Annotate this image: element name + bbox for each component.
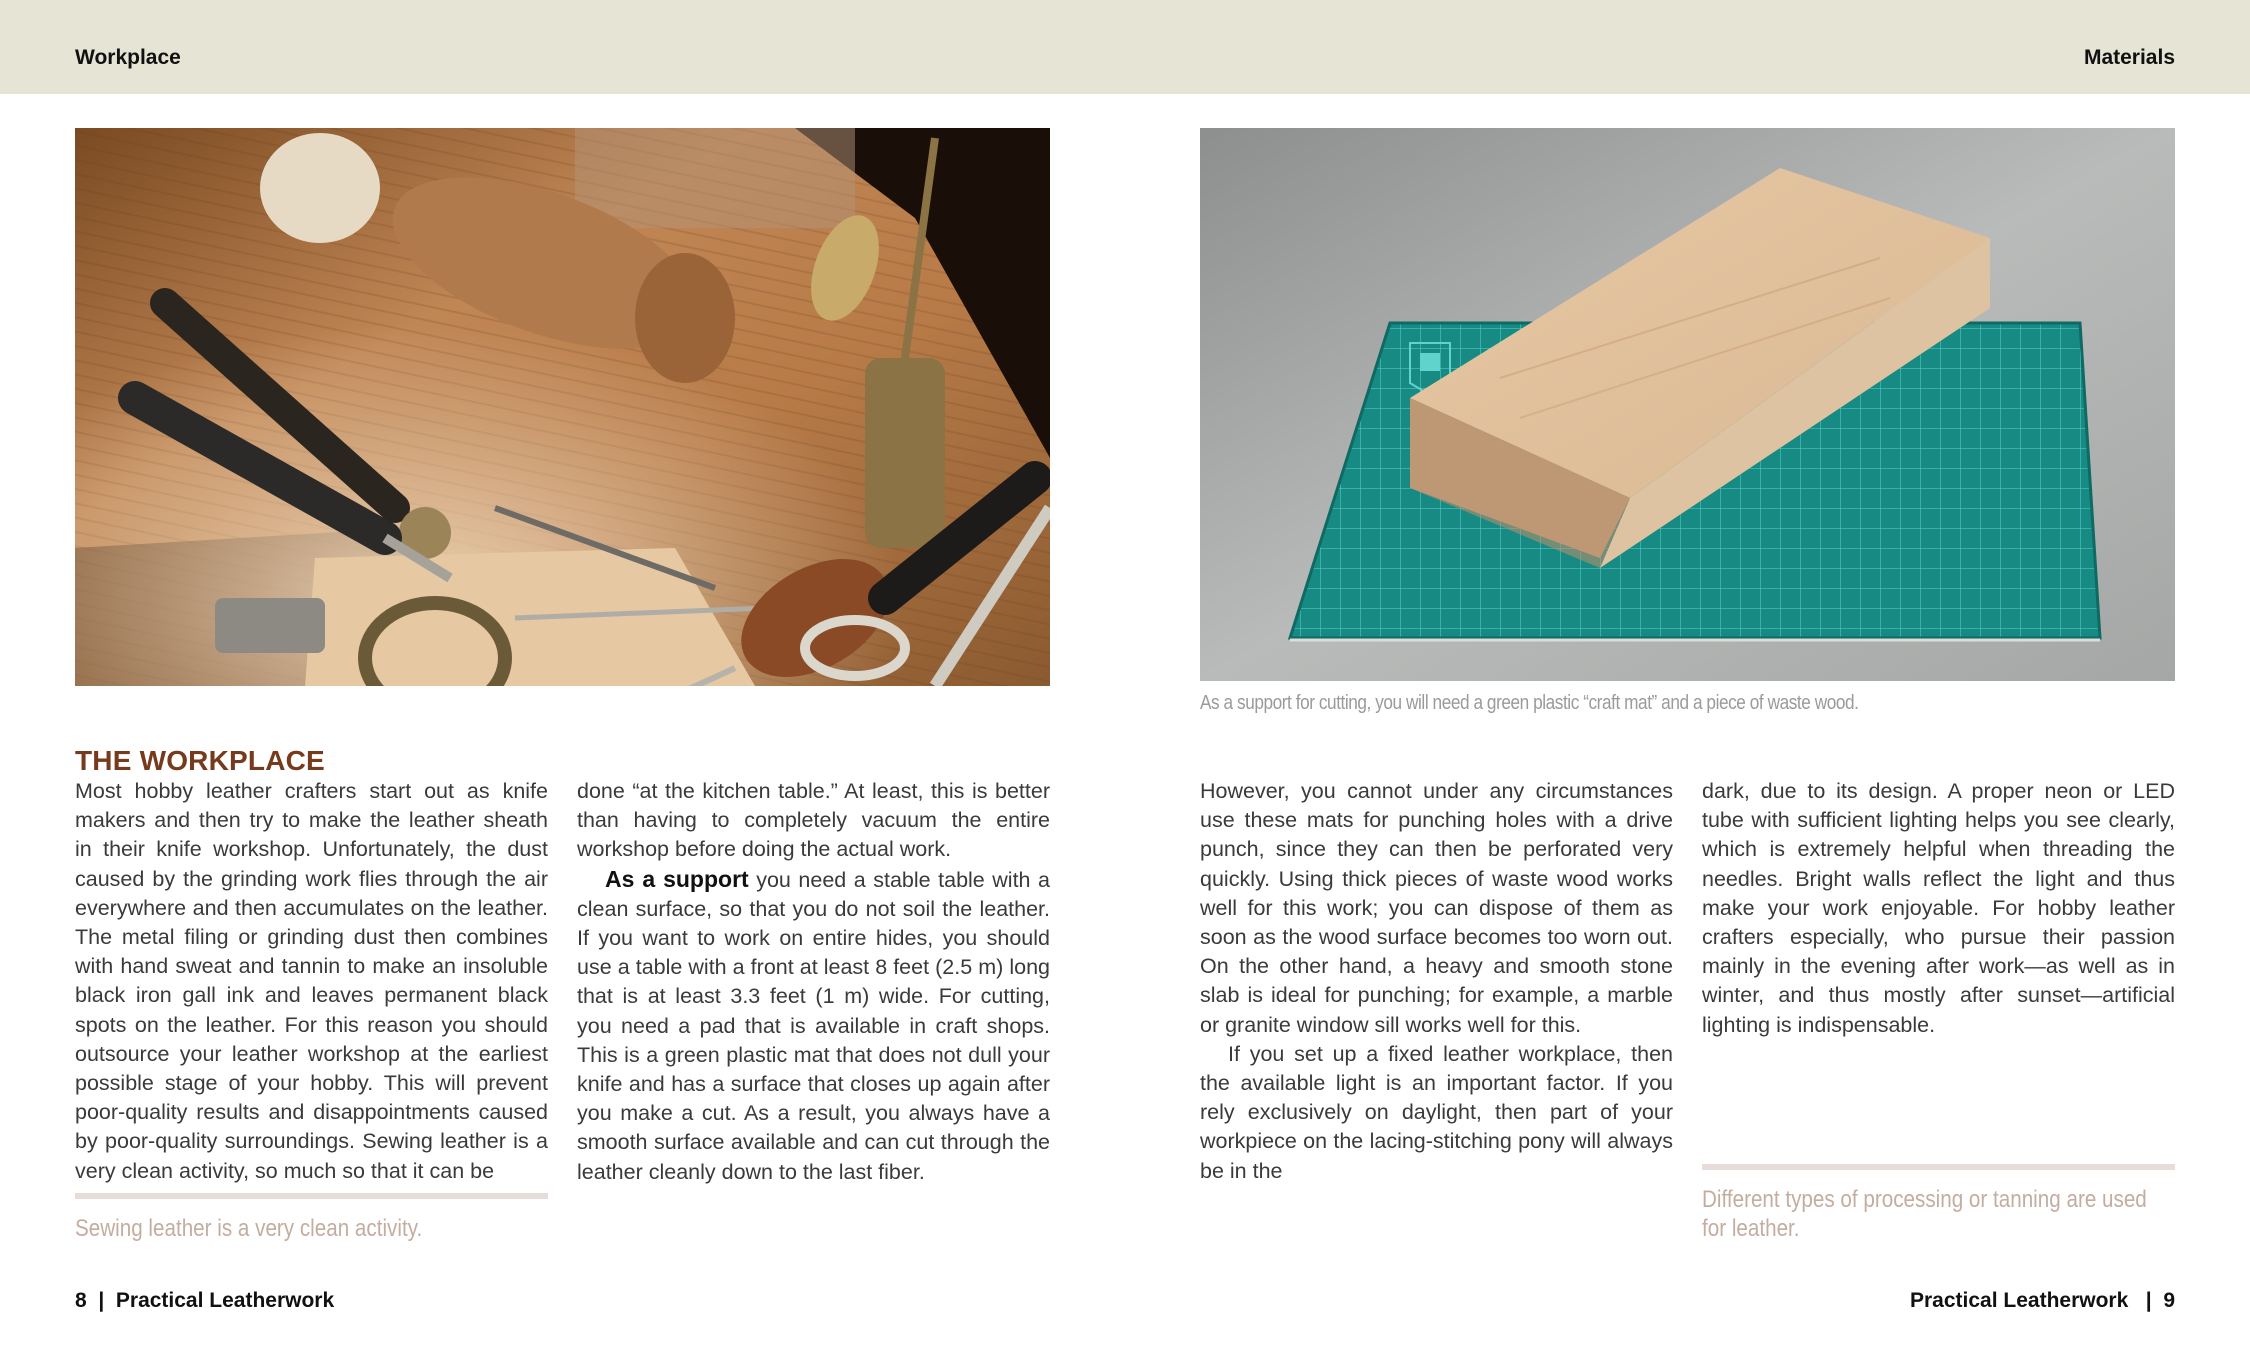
body-column-4 [1702,777,2175,1040]
paragraph [577,865,1050,1187]
folio-right: Practical Leatherwork | 9 [1910,1289,2175,1312]
leather-tools-photo [75,128,1050,686]
paragraph: done “at the kitchen table.” At least, this is better than having to completely vacuum the entire workshop before doing the actual work. [577,779,1050,862]
folio-left: 8 | Practical Leatherwork [75,1289,335,1312]
body-column-3 [1200,777,1673,1186]
paragraph: If you set up a fixed leather workplace, then the available light is an important factor. If you rely exclusively on daylight, then part of your workpiece on the lacing-stitching pony will always be in the [1200,1041,1673,1183]
photo-caption: As a support for cutting, you will need a green plastic “craft mat” and a piece of waste wood. [1200,692,1859,714]
running-head-left: Workplace [75,46,181,69]
pull-quote-left: Sewing leather is a very clean activity. [75,1215,423,1242]
cutting-mat-image [1200,128,2175,681]
section-heading: THE WORKPLACE [75,745,325,776]
paragraph: Most hobby leather crafters start out as knife makers and then try to make the leather sheath in their knife workshop. Unfortunately, the dust caused by the grinding work flies through the air everywhere and then accumulates on the leather. The metal filing or grinding dust then combines with hand sweat and tannin to make an insoluble black iron gall ink and leaves permanent black spots on the leather. For this reason you should outsource your leather workshop at the earliest possible stage of your hobby. This will prevent poor-quality results and disappointments caused by poor-quality surroundings. Sewing leather is a very clean activity, so much so that it can be [75,779,548,1183]
run-in-lead: As a support [605,865,749,892]
paragraph: However, you cannot under any circumstances use these mats for punching holes with a drive punch, since they can then be perforated very quickly. Using thick pieces of waste wood works well for this work; you can dispose of them as soon as the wood surface becomes too worn out. On the other hand, a heavy and smooth stone slab is ideal for punching; for example, a marble or granite window sill works well for this. [1200,779,1673,1037]
pull-quote-rule-left [75,1193,548,1199]
running-head-band [0,0,2250,94]
cutting-mat-photo [1200,128,2175,681]
paragraph-text: you need a stable table with a clean surface, so that you do not soil the leather. If you want to work on entire hides, you should use a table with a front at least 8 feet (2.5 m) long that is at least 3.3 feet (1 m) wide. For cutting, you need a pad that is available in craft shops. This is a green plastic mat that does not dull your knife and has a surface that closes up again after you make a cut. As a result, you always have a smooth surface available and can cut through the leather cleanly down to the last fiber. [577,867,1051,1184]
body-column-1 [75,777,548,1186]
leather-tools-image [75,128,1050,686]
pull-quote-right: Different types of processing or tanning are used for leather. [1702,1186,2147,1242]
pull-quote-rule-right [1702,1164,2175,1170]
running-head-right: Materials [2083,46,2175,69]
paragraph: dark, due to its design. A proper neon or LED tube with sufficient lighting helps you see clearly, which is extremely helpful when threading the needles. Bright walls reflect the light and thus make your work enjoyable. For hobby leather crafters especially, who pursue their passion mainly in the evening after work—as well as in winter, and thus mostly after sunset—artificial lighting is indispensable. [1702,779,2175,1037]
body-column-2 [577,777,1050,1187]
